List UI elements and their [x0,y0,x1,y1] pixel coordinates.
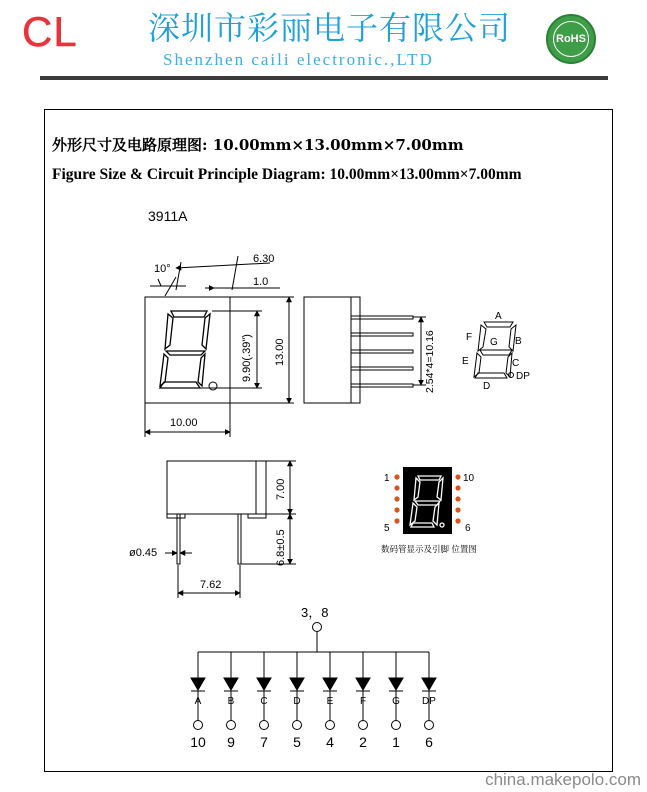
front-view [145,256,294,437]
pin-terminal-1 [392,721,401,730]
pin-number-4: 4 [326,734,334,750]
pin-number-1: 1 [392,734,400,750]
seg-label-g: G [490,337,498,348]
pin-terminal-2 [359,721,368,730]
front-digit [160,311,210,388]
bottom-body-outline [167,461,266,514]
pin-label-1: 1 [384,473,390,484]
diode-a [191,678,205,690]
diode-b [224,678,238,690]
diode-c [257,678,271,690]
pin-number-5: 5 [293,734,301,750]
dim-pin-length: 6.8±0.5 [275,529,287,566]
diode-e [323,678,337,690]
dim-pin-pitch: 2.54*4=10.16 [424,330,436,393]
diode-g [389,678,403,690]
diode-f [356,678,370,690]
dim-body-depth: 7.00 [275,478,287,500]
bottom-pin-left [177,514,180,564]
common-terminal [313,623,322,632]
watermark: china.makepolo.com [485,770,641,789]
dim-height: 13.00 [274,338,286,366]
dim-pin-diameter: ø0.45 [129,547,158,559]
pin-number-6: 6 [425,734,433,750]
pin-number-9: 9 [227,734,235,750]
seg-label-d: D [483,381,491,392]
segment-label-f: F [359,696,367,707]
model-number: 3911A [148,208,188,224]
pin-label-5: 5 [384,523,390,534]
dim-offset: 1.0 [253,276,269,288]
common-pin-label: 3，8 [301,605,329,620]
segment-label-dp: DP [422,696,436,707]
segment-label-b: B [227,696,235,707]
pin-terminal-6 [425,721,434,730]
pin-label-10: 10 [463,473,475,484]
pin-layout-caption: 数码管显示及引脚 位置图 [381,544,477,554]
pin-terminal-5 [293,721,302,730]
seg-label-f: F [466,332,473,343]
title-en: Figure Size & Circuit Principle Diagram: 10.00mm×13.00mm×7.00mm [52,166,522,183]
circuit-diagram [191,623,436,730]
pin-terminal-7 [260,721,269,730]
pin-terminal-4 [326,721,335,730]
segment-label-e: E [326,696,334,707]
dim-row-pitch: 7.62 [200,579,222,591]
seg-label-a: A [495,311,502,322]
diode-dp [422,678,436,690]
pin-number-7: 7 [260,734,268,750]
company-name-en: Shenzhen caili electronic.,LTD [163,50,434,69]
seg-label-dp: DP [516,371,530,382]
pin-layout-diagram [394,467,460,534]
company-name-cn: 深圳市彩丽电子有限公司 [148,9,512,47]
bottom-pin-right [238,514,241,564]
title-cn: 外形尺寸及电路原理图: 10.00mm×13.00mm×7.00mm [52,136,464,154]
company-logo: CL [22,8,78,55]
diode-d [290,678,304,690]
rohs-label: RoHS [553,21,589,57]
pin-terminal-10 [194,721,203,730]
pin-label-6: 6 [465,523,471,534]
segment-label-d: D [293,696,301,707]
segment-map [474,322,516,378]
front-dp-dot [209,382,217,390]
dim-top-width: 6.30 [253,253,275,265]
segment-label-g: G [392,696,400,707]
seg-label-e: E [462,356,469,367]
segment-label-a: A [194,696,202,707]
dim-width: 10.00 [170,417,198,429]
seg-label-c: C [512,358,520,369]
pin-number-2: 2 [359,734,367,750]
dim-slant-angle: 10° [154,263,171,275]
seg-label-b: B [515,336,522,347]
pin-terminal-9 [227,721,236,730]
segment-label-c: C [260,696,268,707]
dim-digit-height: 9.90(.39") [241,334,253,382]
side-view [304,297,426,403]
pin-number-10: 10 [190,734,206,750]
